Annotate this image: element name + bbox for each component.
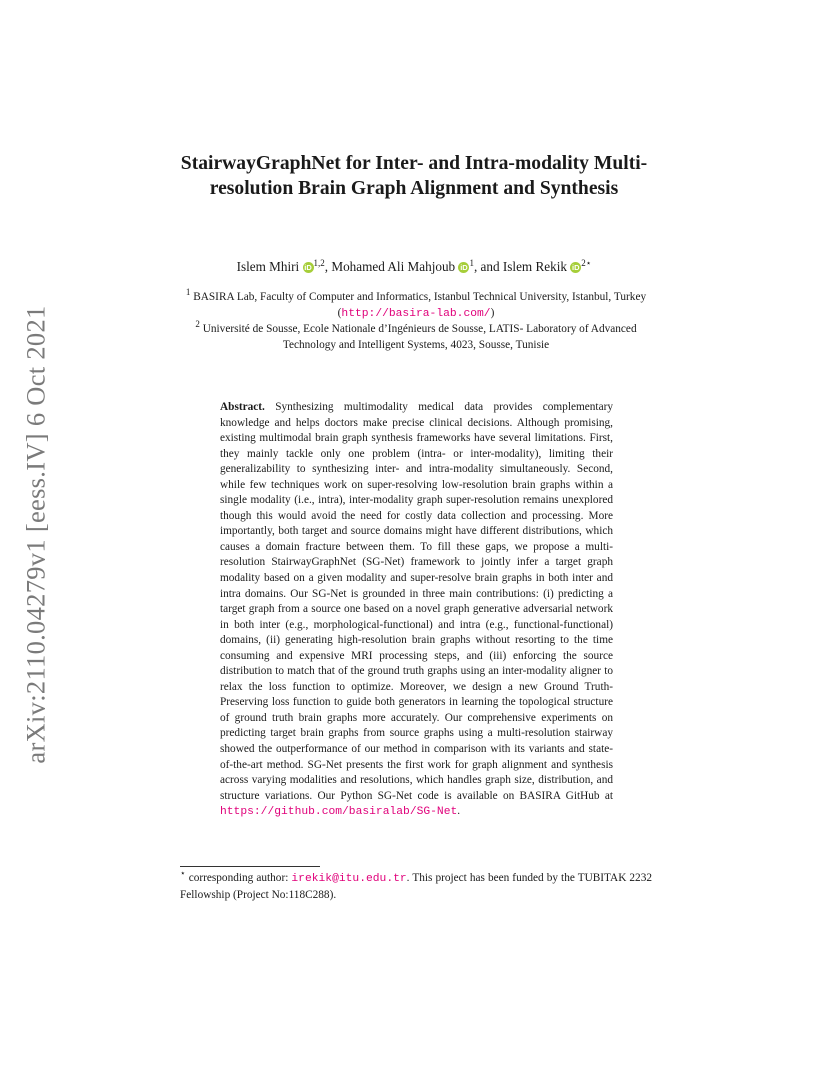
- arxiv-stamp: [12, 296, 60, 772]
- email-link[interactable]: irekik@itu.edu.tr: [291, 873, 407, 885]
- affiliation-text: BASIRA Lab, Faculty of Computer and Informatics, Istanbul Technical University, Istanbul, Turkey (: [193, 291, 647, 319]
- author-separator: , and: [473, 259, 503, 274]
- affiliation-close: ): [490, 306, 495, 319]
- abstract-body: Synthesizing multimodality medical data provides complementary knowledge and helps doctors make precise clinical decisions. Although promising, existing multimodal brain graph synthesis frameworks have several limitations. First, they mainly tackle only one problem (intra- or inter-modality), limiting their generalizability to synthesizing inter- and intra-modality simultaneously. Second, while few techniques work on super-resolving low-resolution brain graphs within a single modality (i.e., intra), inter-modality graph super-resolution remains unexplored though this would avoid the need for costly data collection and processing. More importantly, both target and source domains might have different distributions, which causes a domain fracture between them. To fill these gaps, we propose a multi-resolution StairwayGraphNet (SG-Net) framework to jointly infer a target graph modality based on a given modality and super-resolve brain graphs in both inter and intra domains. Our SG-Net is grounded in three main contributions: (i) predicting a target graph from a source one based on a novel graph generative adversarial network in both inter (e.g., morphological-functional) and intra (e.g., functional-functional) domains, (ii) generating high-resolution brain graphs without resorting to the time consuming and expensive MRI processing steps, and (iii) enforcing the source distribution to match that of the ground truth graphs using an inter-modality aligner to relax the loss function to optimize. Moreover, we design a new Ground Truth-Preserving loss function to guide both generators in learning the topological structure of ground truth brain graphs more accurately. Our comprehensive experiments on predicting target brain graphs from source graphs using a multi-resolution stairway showed the outperformance of our method in comparison with its variants and state-of-the-art method. SG-Net presents the first work for graph alignment and synthesis across varying modalities and resolutions, which handles graph size, distribution, and structure variations. Our Python SG-Net code is available on BASIRA GitHub at: [220, 401, 613, 802]
- paper-title: StairwayGraphNet for Inter- and Intra-modality Multi-resolution Brain Graph Alignment and Synthesis: [180, 153, 648, 199]
- orcid-icon[interactable]: iD: [572, 263, 580, 272]
- orcid-icon[interactable]: iD: [304, 263, 312, 272]
- affiliation-2: [180, 319, 652, 353]
- footnote-prefix: corresponding author:: [188, 872, 292, 884]
- footnote-mark: ⋆: [180, 868, 186, 878]
- author-affil-mark: 1,2: [313, 258, 325, 268]
- affiliation-number: 2: [195, 319, 200, 329]
- abstract: [220, 400, 613, 821]
- affiliation-text: Université de Sousse, Ecole Nationale d’Ingénieurs de Sousse, LATIS- Laboratory of Advanced Technology and Intelligent Systems, 4023, Sousse, Tunisie: [202, 323, 637, 351]
- arxiv-id: arXiv:2110.04279v1 [eess.IV] 6 Oct 2021: [20, 304, 51, 764]
- author-list: [150, 259, 678, 275]
- orcid-icon[interactable]: iD: [460, 263, 468, 272]
- author-name: Islem Mhiri: [236, 259, 300, 274]
- author-name: Mohamed Ali Mahjoub: [331, 259, 456, 274]
- abstract-end: .: [457, 805, 461, 818]
- lab-url-link[interactable]: http://basira-lab.com/: [341, 307, 491, 320]
- author-affil-mark: 2⋆: [581, 258, 592, 268]
- github-link[interactable]: https://github.com/basiralab/SG-Net: [220, 806, 458, 819]
- author-separator: ,: [324, 259, 332, 274]
- footnote-text: . This project has been funded by the TUBITAK 2232 Fellowship (Project No:118C288).: [180, 872, 652, 901]
- footnote: [180, 868, 652, 903]
- author-affil-mark: 1: [469, 258, 474, 268]
- affiliation-number: 1: [185, 287, 191, 297]
- footnote-rule: [180, 866, 320, 867]
- affiliations: [180, 287, 652, 353]
- affiliation-1: [180, 287, 652, 322]
- abstract-heading: Abstract.: [220, 401, 265, 413]
- author-name: Islem Rekik: [502, 259, 567, 274]
